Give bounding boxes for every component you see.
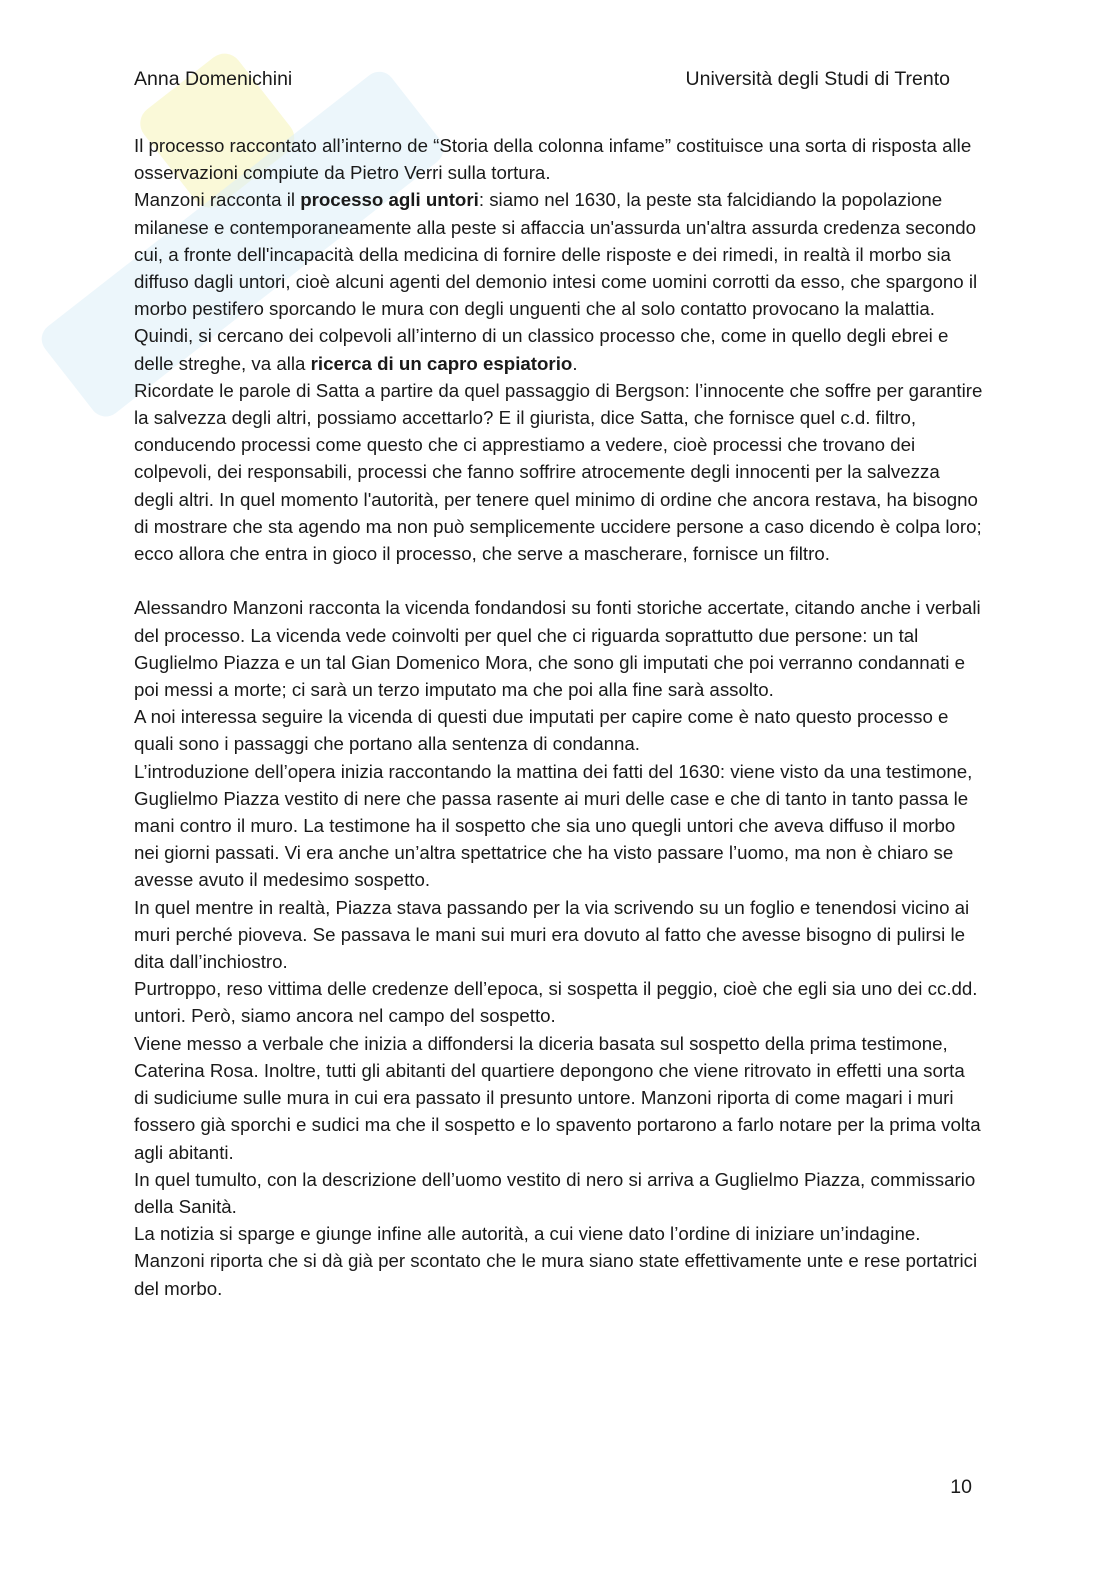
body-text: [134, 132, 984, 1302]
text-run: Il processo raccontato all’interno de “Storia della colonna infame” costituisce una sorta di risposta alle osservazioni compiute da Pietro Verri sulla tortura.: [134, 135, 972, 184]
paragraph: [134, 758, 984, 894]
text-run: .: [572, 352, 578, 374]
text-run: In quel mentre in realtà, Piazza stava passando per la via scrivendo su un foglio e tenendosi vicino ai muri perché pioveva. Se passava le mani sui muri era dovuto al fatto che avesse bisogno di pulirsi le dita dall’inchiostro.: [134, 896, 970, 973]
header-author: Anna Domenichini: [134, 68, 293, 90]
text-run: Ricordate le parole di Satta a partire da quel passaggio di Bergson: l’innocente che soffre per garantire la salvezza degli altri, possiamo accettarlo? E il giurista, dice Satta, che fornisce quel c.d. filtro, conducendo processi come questo che ci apprestiamo a vedere, cioè processi che trovano dei colpevoli, dei responsabili, processi che fanno soffrire atrocemente degli innocenti per la salvezza degli altri. In quel momento l'autorità, per tenere quel minimo di ordine che ancora restava, ha bisogno di mostrare che sta agendo ma non può semplicemente uccidere persone a caso dicendo è colpa loro; ecco allora che entra in gioco il processo, che serve a mascherare, fornisce un filtro.: [134, 379, 983, 565]
paragraph: [134, 703, 984, 757]
bold-phrase: processo agli untori: [300, 189, 479, 211]
text-run: L’introduzione dell’opera inizia raccontando la mattina dei fatti del 1630: viene visto da una testimone, Guglielmo Piazza vestito di nere che passa rasente ai muri delle case e che di tanto in tanto passa le mani contro il muro. La testimone ha il sospetto che sia uno quegli untori che aveva diffuso il morbo nei giorni passati. Vi era anche un’altra spettatrice che ha visto passare l’uomo, ma non è chiaro se avesse avuto il medesimo sospetto.: [134, 760, 973, 891]
paragraph: [134, 132, 984, 186]
text-run: In quel tumulto, con la descrizione dell’uomo vestito di nero si arriva a Guglielmo Piazza, commissario della Sanità.: [134, 1168, 976, 1217]
page-number: 10: [950, 1476, 972, 1498]
bold-phrase: ricerca di un capro espiatorio: [310, 352, 573, 374]
header-university: Università degli Studi di Trento: [685, 68, 950, 90]
text-run: Viene messo a verbale che inizia a diffondersi la diceria basata sul sospetto della prima testimone, Caterina Rosa. Inoltre, tutti gli abitanti del quartiere depongono che viene ritrovato in effetti una sorta di sudiciume sulle mura in cui era passato il presunto untore. Manzoni riporta di come magari i muri fossero già sporchi e sudici ma che il sospetto e lo spavento portarono a farlo notare per la prima volta agli abitanti.: [134, 1032, 981, 1163]
paragraph: [134, 975, 984, 1029]
text-run: : siamo nel 1630, la peste sta falcidiando la popolazione milanese e contemporaneamente alla peste si affaccia un'assurda un'altra assurda credenza secondo cui, a fronte dell'incapacità della medicina di fornire delle risposte e dei rimedi, in realtà il morbo sia diffuso dagli untori, cioè alcuni agenti del demonio intesi come uomini corrotti da esso, che spargono il morbo pestifero sporcando le mura con degli unguenti che al solo contatto provocano la malattia. Quindi, si cercano dei colpevoli all’interno di un classico processo che, come in quello degli ebrei e delle streghe, va alla: [134, 189, 978, 374]
paragraph: [134, 186, 984, 376]
paragraph: [134, 1220, 984, 1302]
paragraph: [134, 594, 984, 703]
text-run: Manzoni racconta il: [134, 189, 301, 211]
paragraph: [134, 1030, 984, 1166]
text-run: Alessandro Manzoni racconta la vicenda fondandosi su fonti storiche accertate, citando anche i verbali del processo. La vicenda vede coinvolti per quel che ci riguarda soprattutto due persone: un tal Guglielmo Piazza e un tal Gian Domenico Mora, che sono gli imputati che poi verranno condannati e poi messi a morte; ci sarà un terzo imputato ma che poi alla fine sarà assolto.: [134, 597, 981, 701]
text-run: Purtroppo, reso vittima delle credenze dell’epoca, si sospetta il peggio, cioè che egli sia uno dei cc.dd. untori. Però, siamo ancora nel campo del sospetto.: [134, 978, 978, 1027]
paragraph: [134, 894, 984, 976]
paragraph: [134, 377, 984, 567]
paragraph: [134, 1166, 984, 1220]
text-run: La notizia si sparge e giunge infine alle autorità, a cui viene dato l’ordine di iniziare un’indagine. Manzoni riporta che si dà già per scontato che le mura siano state effettivamente unte e rese portatrici del morbo.: [134, 1223, 978, 1299]
text-run: A noi interessa seguire la vicenda di questi due imputati per capire come è nato questo processo e quali sono i passaggi che portano alla sentenza di condanna.: [134, 706, 949, 755]
paragraph-gap: [134, 567, 984, 594]
